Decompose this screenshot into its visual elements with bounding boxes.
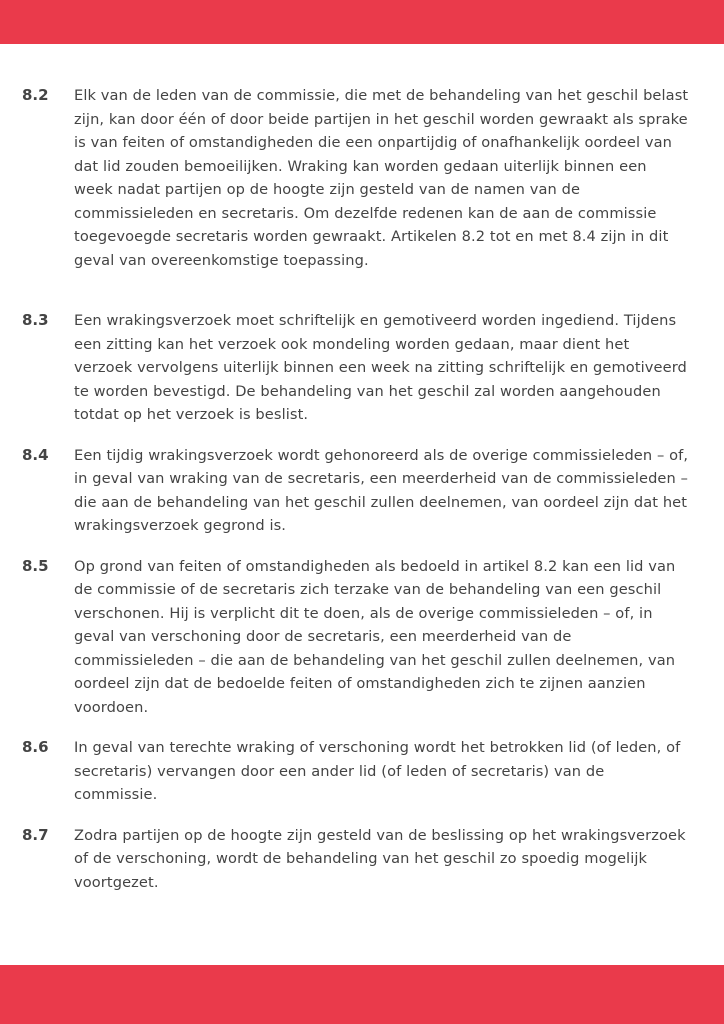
article-number: 8.5 — [22, 556, 49, 575]
article-8-3 — [0, 309, 724, 427]
article-text: Een tijdig wrakingsverzoek wordt gehonoreerd als de overige commissieleden – of, in geval van wraking van de secretaris, een meerderheid van de commissieleden – die aan de behandeling van het geschil zullen deelnemen, van oordeel zijn dat het wrakingsverzoek gegrond is. — [74, 446, 689, 534]
article-text: Een wrakingsverzoek moet schriftelijk en gemotiveerd worden ingediend. Tijdens een zitting kan het verzoek ook mondeling worden gedaan, maar dient het verzoek vervolgens uiterlijk binnen een week na zitting schriftelijk en gemotiveerd te worden bevestigd. De behandeling van het geschil zal worden aangehouden totdat op het verzoek is beslist. — [74, 312, 687, 423]
article-8-6 — [0, 736, 724, 807]
article-text: In geval van terechte wraking of verschoning wordt het betrokken lid (of leden, of secretaris) vervangen door een ander lid (of leden of secretaris) van de commissie. — [74, 739, 681, 803]
article-8-4 — [0, 444, 724, 538]
article-8-2 — [0, 84, 724, 272]
article-number: 8.2 — [22, 86, 49, 104]
article-number: 8.7 — [22, 825, 49, 844]
article-number: 8.4 — [22, 445, 49, 464]
bottom-color-band — [0, 965, 724, 1024]
article-list — [0, 84, 724, 911]
top-color-band — [0, 0, 724, 44]
article-number: 8.3 — [22, 311, 49, 329]
article-text: Elk van de leden van de commissie, die met de behandeling van het geschil belast zijn, kan door één of door beide partijen in het geschil worden gewraakt als sprake is van feiten of omstandigheden die een onpartijdig of onafhankelijk oordeel van dat lid zouden bemoeilijken. Wraking kan worden gedaan uiterlijk binnen een week nadat partijen op de hoogte zijn gesteld van de namen van de commissieleden en secretaris. Om dezelfde redenen kan de aan de commissie toegevoegde secretaris worden gewraakt. Artikelen 8.2 tot en met 8.4 zijn in dit geval van overeenkomstige toepassing. — [74, 87, 689, 269]
article-8-7 — [0, 824, 724, 895]
article-8-5 — [0, 555, 724, 720]
article-number: 8.6 — [22, 738, 49, 756]
article-text: Zodra partijen op de hoogte zijn gesteld van de beslissing op het wrakingsverzoek of de verschoning, wordt de behandeling van het geschil zo spoedig mogelijk voortgezet. — [74, 826, 686, 891]
article-text: Op grond van feiten of omstandigheden als bedoeld in artikel 8.2 kan een lid van de commissie of de secretaris zich terzake van de behandeling van een geschil verschonen. Hij is verplicht dit te doen, als de overige commissieleden – of, in geval van verschoning door de secretaris, een meerderheid van de commissieleden – die aan de behandeling van het geschil zullen deelnemen, van oordeel zijn dat de bedoelde feiten of omstandigheden zich te zijnen aanzien voordoen. — [74, 557, 676, 716]
